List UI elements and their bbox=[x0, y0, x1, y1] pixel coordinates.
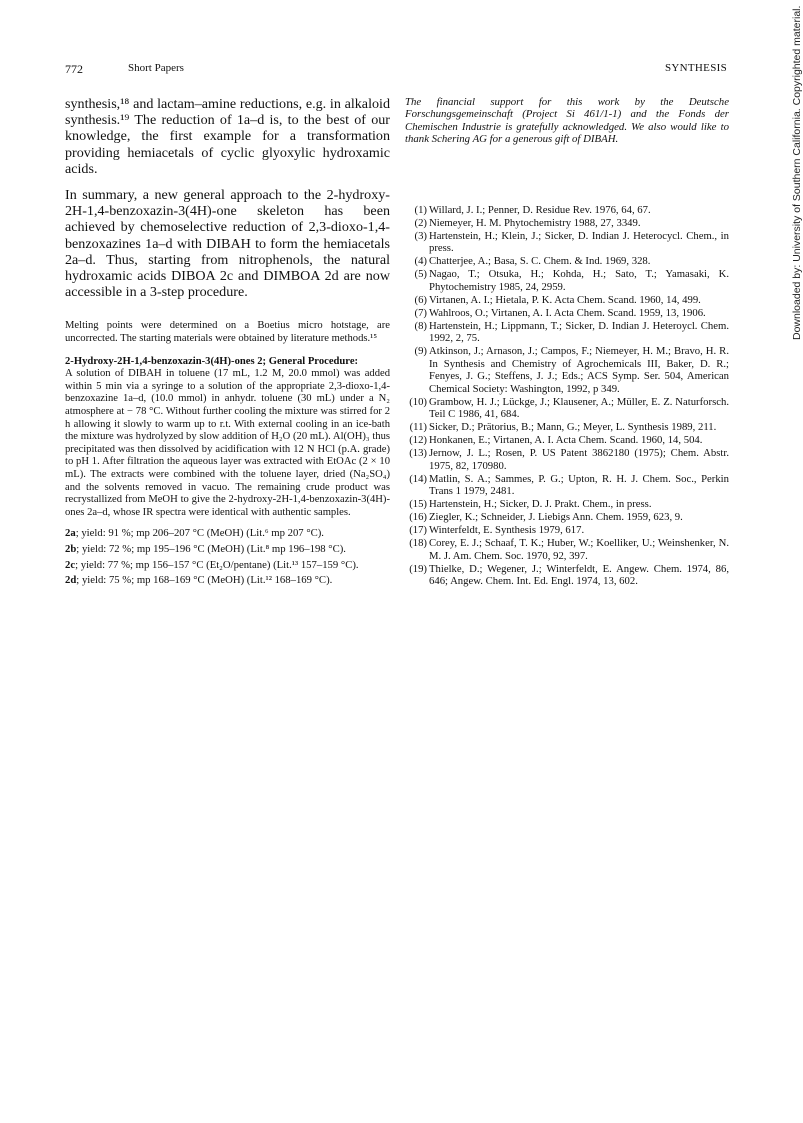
reference-item bbox=[405, 537, 729, 562]
acknowledgement: The financial support for this work by the Deutsche Forschungsgemeinschaft (Project Si 461/1-1) and the Fonds der Chemischen Industrie is gratefully acknowledged. We also would like to thank Schering AG for a generous gift of DIBAH. bbox=[405, 96, 729, 146]
paragraph-summary: In summary, a new general approach to the 2-hydroxy-2H-1,4-benzoxazin-3(4H)-one skeleton has been achieved by chemoselective reduction of 2,3-dioxo-1,4-benzoxazines 1a–d with DIBAH to form the hemiacetals 2a–d. Thus, starting from nitrophenols, the natural hydroxamic acids DIBOA 2c and DIMBOA 2d are now accessible in a 3-step procedure. bbox=[65, 187, 390, 301]
result-text: ; yield: 75 %; mp 168–169 °C (MeOH) (Lit.¹² 168–169 °C). bbox=[76, 574, 333, 587]
reference-text: Niemeyer, H. M. Phytochemistry 1988, 27, 3349. bbox=[429, 216, 641, 229]
compound-label: 2b bbox=[65, 542, 77, 555]
reference-text: Hartenstein, H.; Lippmann, T.; Sicker, D. Indian J. Heteroycl. Chem. 1992, 2, 75. bbox=[429, 319, 729, 345]
left-column bbox=[65, 96, 390, 590]
watermark-text: Downloaded by: University of Southern California. Copyrighted material. bbox=[791, 5, 803, 340]
reference-text: Grambow, H. J.; Lückge, J.; Klausener, A.; Müller, E. Z. Naturforsch. Teil C 1986, 41, 684. bbox=[429, 395, 729, 421]
reference-text: Sicker, D.; Prätorius, B.; Mann, G.; Meyer, L. Synthesis 1989, 211. bbox=[429, 421, 717, 434]
result-line bbox=[65, 559, 390, 572]
reference-item bbox=[405, 563, 729, 588]
experimental-intro: Melting points were determined on a Boetius micro hotstage, are uncorrected. The starting materials were obtained by literature methods.¹⁵ bbox=[65, 320, 390, 345]
reference-text: Chatterjee, A.; Basa, S. C. Chem. & Ind. 1969, 328. bbox=[429, 255, 651, 268]
reference-number: (7) bbox=[414, 306, 427, 319]
reference-number: (10) bbox=[409, 395, 427, 408]
reference-item bbox=[405, 320, 729, 345]
reference-item bbox=[405, 204, 729, 217]
reference-number: (3) bbox=[414, 229, 427, 242]
reference-item bbox=[405, 473, 729, 498]
reference-number: (1) bbox=[414, 203, 427, 216]
page-header bbox=[65, 62, 727, 80]
reference-number: (16) bbox=[409, 511, 427, 524]
paragraph-1: synthesis,¹⁸ and lactam–amine reductions, e.g. in alkaloid synthesis.¹⁹ The reduction of 1a–d is, to the best of our knowledge, the first example for a transformation providing hemiacetals of cyclic glyoxylic hydroxamic acids. bbox=[65, 96, 390, 177]
reference-number: (9) bbox=[414, 345, 427, 358]
reference-text: Thielke, D.; Wegener, J.; Winterfeldt, E. Angew. Chem. 1974, 86, 646; Angew. Chem. Int. Ed. Engl. 1974, 13, 602. bbox=[429, 562, 729, 588]
result-line bbox=[65, 543, 390, 556]
reference-number: (8) bbox=[414, 319, 427, 332]
reference-text: Matlin, S. A.; Sammes, P. G.; Upton, R. H. J. Chem. Soc., Perkin Trans 1 1979, 2481. bbox=[429, 472, 729, 498]
section-title: Short Papers bbox=[128, 62, 184, 74]
reference-item bbox=[405, 230, 729, 255]
reference-item bbox=[405, 255, 729, 268]
journal-name: SYNTHESIS bbox=[665, 62, 727, 74]
reference-item bbox=[405, 498, 729, 511]
reference-number: (13) bbox=[409, 447, 427, 460]
procedure-heading: 2-Hydroxy-2H-1,4-benzoxazin-3(4H)-ones 2; General Procedure: bbox=[65, 355, 359, 367]
reference-number: (2) bbox=[414, 216, 427, 229]
reference-list bbox=[405, 204, 729, 588]
reference-number: (11) bbox=[409, 421, 427, 434]
reference-text: Corey, E. J.; Schaaf, T. K.; Huber, W.; Koelliker, U.; Weinshenker, N. M. J. Am. Chem. Soc. 1970, 92, 397. bbox=[429, 537, 729, 562]
reference-number: (14) bbox=[409, 472, 427, 485]
right-column bbox=[405, 96, 729, 588]
reference-item bbox=[405, 524, 729, 537]
reference-number: (15) bbox=[409, 498, 427, 511]
reference-text: Hartenstein, H.; Klein, J.; Sicker, D. Indian J. Heterocycl. Chem., in press. bbox=[429, 229, 729, 255]
reference-text: Atkinson, J.; Arnason, J.; Campos, F.; Niemeyer, H. M.; Bravo, H. R. In Synthesis and Chemistry of Agrochemicals III, Baker, D. R.; Fenyes, J. G.; Steffens, J. J.; Eds.; ACS Symp. Ser. 504, American Chemical Society: Washington, 1992, p 349. bbox=[429, 345, 729, 395]
reference-item bbox=[405, 307, 729, 320]
reference-item bbox=[405, 345, 729, 395]
reference-item bbox=[405, 217, 729, 230]
result-line bbox=[65, 527, 390, 540]
reference-number: (4) bbox=[414, 255, 427, 268]
reference-item bbox=[405, 421, 729, 434]
result-text: ; yield: 77 %; mp 156–157 °C (Et₂O/pentane) (Lit.¹³ 157–159 °C). bbox=[75, 558, 359, 571]
compound-label: 2c bbox=[65, 558, 76, 571]
reference-item bbox=[405, 396, 729, 421]
reference-item bbox=[405, 511, 729, 524]
reference-item bbox=[405, 268, 729, 293]
reference-number: (19) bbox=[409, 562, 427, 575]
result-text: ; yield: 72 %; mp 195–196 °C (MeOH) (Lit.⁸ mp 196–198 °C). bbox=[76, 542, 346, 555]
reference-number: (18) bbox=[409, 537, 427, 550]
reference-text: Winterfeldt, E. Synthesis 1979, 617. bbox=[429, 524, 585, 537]
result-text: ; yield: 91 %; mp 206–207 °C (MeOH) (Lit.⁶ mp 207 °C). bbox=[75, 527, 324, 540]
reference-text: Ziegler, K.; Schneider, J. Liebigs Ann. Chem. 1959, 623, 9. bbox=[429, 511, 683, 524]
reference-text: Honkanen, E.; Virtanen, A. I. Acta Chem. Scand. 1960, 14, 504. bbox=[429, 434, 703, 447]
reference-number: (12) bbox=[409, 434, 427, 447]
procedure-text: A solution of DIBAH in toluene (17 mL, 1.2 M, 20.0 mmol) was added within 5 min via a syringe to a solution of the appropriate 2,3-dioxo-1,4-benzoxazine 1a–d, (10.0 mmol) in anhydr. toluene (30 mL) under a N₂ atmosphere at − 78 °C. Without further cooling the mixture was stirred for 2 h allowing it slowly to warm up to r.t. With external cooling in an ice-bath the mixture was hydrolyzed by slow addition of H₂O (20 mL). Al(OH)₃ thus precipitated was then dissolved by acidification with 12 N HCl (p.A. grade) to pH 1. After filtration the aqueous layer was extracted with EtOAc (2 × 10 mL). The extracts were combined with the toluene layer, dried (Na₂SO₄) and the solvents removed in vacuo. The remaining crude product was recrystallized from MeOH to give the 2-hydroxy-2H-1,4-benzoxazin-3(4H)-ones 2a–d, whose IR spectra were identical with authentic samples. bbox=[65, 368, 390, 518]
reference-text: Nagao, T.; Otsuka, H.; Kohda, H.; Sato, T.; Yamasaki, K. Phytochemistry 1985, 24, 2959. bbox=[429, 268, 729, 293]
reference-number: (17) bbox=[409, 524, 427, 537]
reference-number: (6) bbox=[414, 293, 427, 306]
reference-text: Hartenstein, H.; Sicker, D. J. Prakt. Chem., in press. bbox=[429, 498, 652, 511]
reference-item bbox=[405, 447, 729, 472]
reference-text: Jernow, J. L.; Rosen, P. US Patent 3862180 (1975); Chem. Abstr. 1975, 82, 170980. bbox=[429, 447, 729, 472]
reference-text: Virtanen, A. I.; Hietala, P. K. Acta Chem. Scand. 1960, 14, 499. bbox=[429, 293, 701, 306]
results-list bbox=[65, 527, 390, 586]
reference-text: Willard, J. I.; Penner, D. Residue Rev. 1976, 64, 67. bbox=[429, 203, 651, 216]
reference-item bbox=[405, 434, 729, 447]
result-line bbox=[65, 574, 390, 587]
page-number: 772 bbox=[65, 62, 83, 76]
compound-label: 2d bbox=[65, 574, 77, 587]
compound-label: 2a bbox=[65, 527, 76, 540]
reference-item bbox=[405, 294, 729, 307]
reference-number: (5) bbox=[414, 268, 427, 281]
reference-text: Wahlroos, O.; Virtanen, A. I. Acta Chem. Scand. 1959, 13, 1906. bbox=[429, 306, 706, 319]
